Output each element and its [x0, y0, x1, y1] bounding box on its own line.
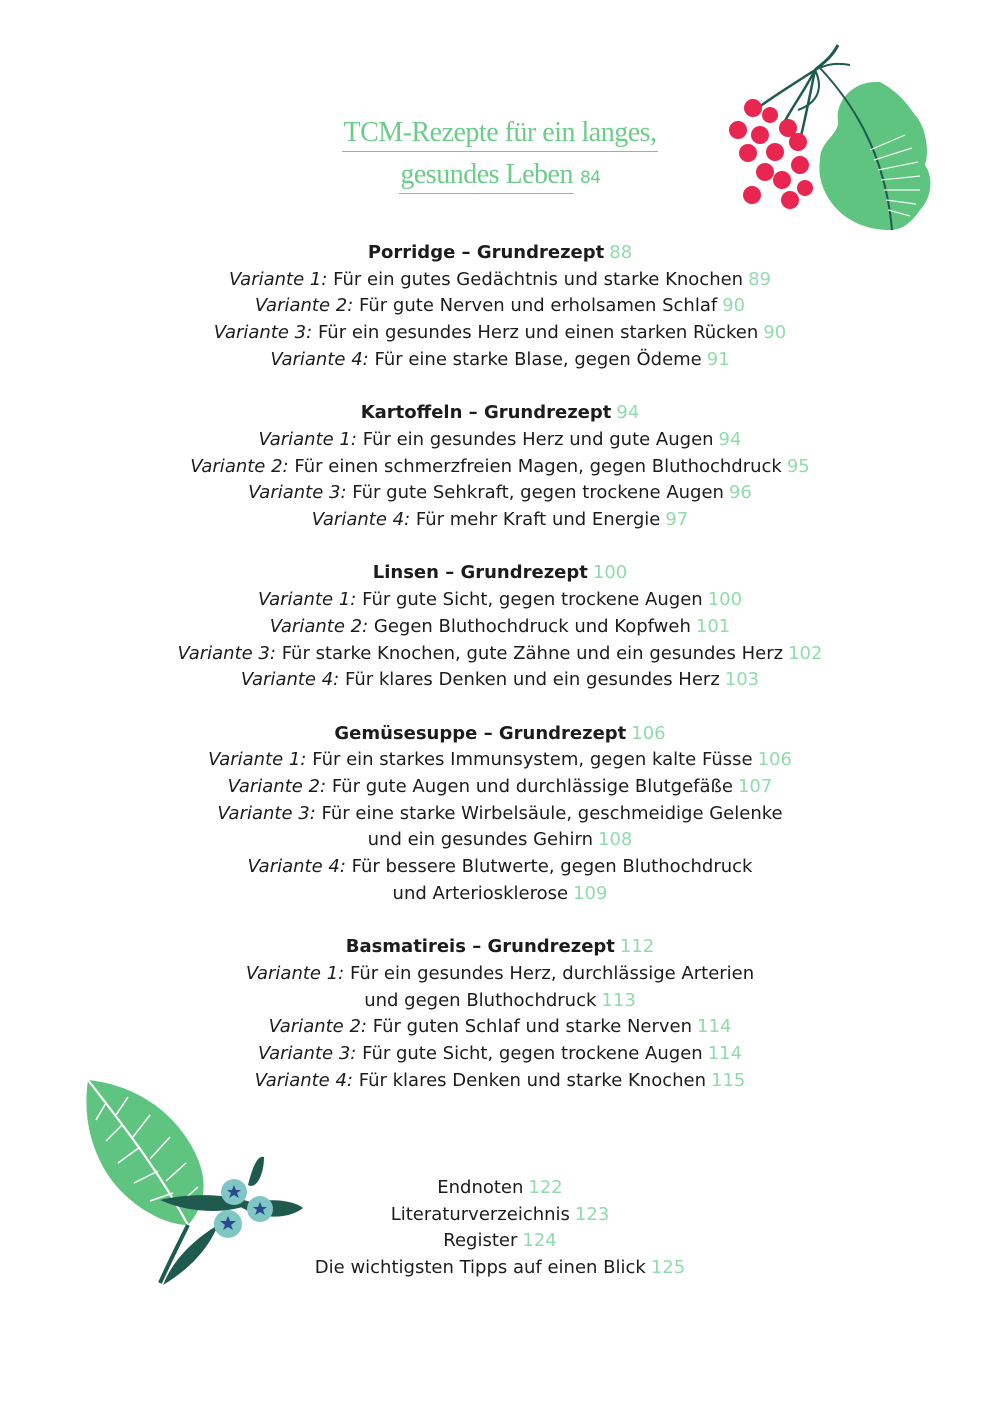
variant-entry[interactable]: Variante 4: Für bessere Blutwerte, gegen Bluthochdruck	[247, 856, 753, 878]
toc-section-porridge	[0, 240, 1000, 374]
page-number: 106	[631, 722, 666, 744]
variant-entry[interactable]: Variante 1: Für ein gesundes Herz und gute Augen 94	[258, 428, 742, 450]
page-number: 123	[574, 1203, 610, 1225]
section-heading[interactable]: Porridge – Grundrezept 88	[367, 242, 633, 263]
page-number: 94	[718, 428, 742, 450]
page-number: 95	[786, 455, 810, 477]
title-line-1: TCM-Rezepte für ein langes,	[342, 115, 657, 152]
variant-entry[interactable]: Variante 3: Für starke Knochen, gute Zähne und ein gesundes Herz 102	[177, 642, 823, 664]
page-number: 100	[592, 562, 628, 584]
page-number: 97	[665, 509, 689, 531]
page-number: 108	[598, 829, 633, 851]
page-number: 113	[601, 989, 636, 1011]
page-number: 124	[522, 1230, 557, 1252]
section-heading[interactable]: Basmatireis – Grundrezept 112	[345, 936, 655, 958]
page-number: 109	[573, 882, 608, 904]
variant-entry[interactable]: Variante 2: Für gute Augen und durchlässige Blutgefäße 107	[227, 776, 773, 798]
page-number: 96	[728, 482, 752, 504]
page-number: 91	[706, 348, 730, 370]
appendix-entry-endnoten[interactable]: Endnoten 122	[437, 1177, 563, 1198]
variant-entry[interactable]: Variante 1: Für ein gutes Gedächtnis und starke Knochen 89	[229, 268, 771, 290]
page-number: 94	[616, 402, 640, 424]
page-title	[0, 112, 1000, 199]
appendix-entry-register[interactable]: Register 124	[443, 1230, 557, 1252]
section-heading[interactable]: Gemüsesuppe – Grundrezept 106	[334, 722, 666, 744]
variant-entry[interactable]: Variante 3: Für eine starke Wirbelsäule, geschmeidige Gelenke	[217, 802, 783, 824]
page-number: 107	[737, 776, 773, 798]
appendix-entry-literaturverzeichnis[interactable]: Literaturverzeichnis 123	[390, 1203, 610, 1225]
variant-entry[interactable]: Variante 4: Für eine starke Blase, gegen Ödeme 91	[270, 348, 730, 370]
toc-section-linsen	[0, 560, 1000, 694]
appendix-list	[0, 1175, 1000, 1282]
table-of-contents	[0, 240, 1000, 1121]
page-number: 114	[707, 1043, 743, 1065]
variant-entry[interactable]: Variante 1: Für ein gesundes Herz, durchlässige Arterien	[245, 962, 755, 984]
variant-entry[interactable]: Variante 2: Gegen Bluthochdruck und Kopfweh 101	[269, 615, 731, 637]
variant-entry[interactable]: Variante 3: Für gute Sehkraft, gegen trockene Augen 96	[248, 482, 752, 504]
toc-section-gemuesesuppe	[0, 721, 1000, 908]
appendix-entry-tipps[interactable]: Die wichtigsten Tipps auf einen Blick 125	[314, 1257, 686, 1279]
page-number: 106	[757, 749, 792, 771]
page-number: 112	[619, 936, 655, 958]
variant-entry[interactable]: Variante 4: Für klares Denken und starke Knochen 115	[254, 1069, 746, 1091]
page-number: 125	[650, 1257, 686, 1279]
variant-entry[interactable]: Variante 1: Für gute Sicht, gegen trockene Augen 100	[257, 589, 743, 611]
page-number: 90	[763, 322, 787, 344]
page-number: 102	[788, 642, 823, 664]
variant-entry-continued[interactable]: und Arteriosklerose 109	[392, 882, 608, 904]
page-number: 101	[695, 615, 731, 637]
variant-entry-continued[interactable]: und ein gesundes Gehirn 108	[367, 829, 633, 851]
toc-section-basmatireis	[0, 934, 1000, 1094]
variant-entry[interactable]: Variante 1: Für ein starkes Immunsystem, gegen kalte Füsse 106	[208, 749, 792, 771]
section-heading[interactable]: Kartoffeln – Grundrezept 94	[360, 402, 640, 424]
variant-entry[interactable]: Variante 3: Für gute Sicht, gegen trockene Augen 114	[257, 1043, 743, 1065]
section-heading[interactable]: Linsen – Grundrezept 100	[372, 562, 628, 584]
variant-entry-continued[interactable]: und gegen Bluthochdruck 113	[364, 989, 636, 1011]
variant-entry[interactable]: Variante 2: Für gute Nerven und erholsamen Schlaf 90	[254, 295, 746, 317]
variant-entry[interactable]: Variante 4: Für klares Denken und ein gesundes Herz 103	[240, 669, 760, 691]
page-number: 90	[722, 295, 746, 317]
page-number: 115	[711, 1069, 746, 1091]
variant-entry[interactable]: Variante 2: Für einen schmerzfreien Magen, gegen Bluthochdruck 95	[190, 455, 810, 477]
variant-entry[interactable]: Variante 4: Für mehr Kraft und Energie 97	[311, 509, 689, 531]
title-line-2: gesundes Leben	[399, 157, 574, 194]
page-number: 103	[724, 669, 760, 691]
title-page-number: 84	[579, 168, 601, 188]
page-number: 122	[528, 1177, 563, 1198]
toc-section-kartoffeln	[0, 400, 1000, 534]
page-number: 100	[707, 589, 743, 611]
variant-entry[interactable]: Variante 3: Für ein gesundes Herz und einen starken Rücken 90	[213, 322, 787, 344]
page-number: 114	[697, 1016, 732, 1038]
page-number: 88	[609, 242, 633, 263]
variant-entry[interactable]: Variante 2: Für guten Schlaf und starke Nerven 114	[268, 1016, 732, 1038]
page-number: 89	[748, 268, 771, 290]
